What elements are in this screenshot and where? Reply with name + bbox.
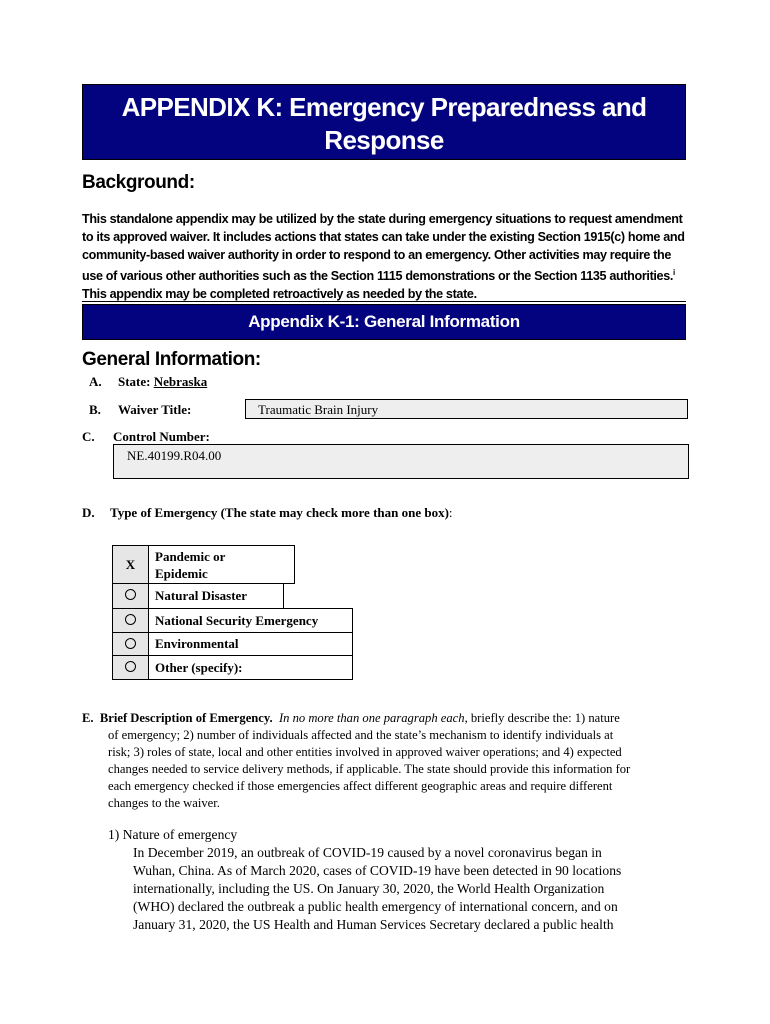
pandemic-label-line1: Pandemic or [155,549,226,564]
nature-line5: January 31, 2020, the US Health and Human Services Secretary declared a public health [133,917,614,932]
background-text: This standalone appendix may be utilized by the state during emergency situations to request amendment to its approved waiver. It includes actions that states can take under the existing Section 1915(c) home and community-based waiver authority in order to respond to an emergency. Other activities may require the use of various other authorities such as the Section 1115 demonstrations or the Section 1135 authorities. [82,212,685,284]
background-heading: Background: [82,172,195,193]
control-number-field[interactable] [113,444,689,479]
nature-heading: 1) Nature of emergency [108,827,238,842]
environmental-checkbox[interactable] [112,632,149,656]
background-paragraph [82,210,692,303]
other-checkbox[interactable] [112,655,149,680]
appendix-title-banner [82,84,686,160]
state-label [118,374,207,390]
section-divider [82,301,686,302]
nature-of-emergency-block [108,826,698,934]
control-number-label: Control Number: [113,429,210,444]
section-e-line4: changes needed to service delivery methods, if applicable. The state should provide this information for [108,762,631,776]
field-d-letter: D. [82,505,95,520]
section-e-letter: E. [82,711,94,725]
field-b-letter: B. [89,402,101,417]
other-radio-icon [125,661,136,672]
control-number-value: NE.40199.R04.00 [127,448,222,463]
national-security-radio-icon [125,614,136,625]
national-security-checkbox[interactable] [112,608,149,633]
general-information-heading: General Information: [82,349,261,370]
national-security-label-cell [148,608,353,633]
appendix-k1-banner: Appendix K-1: General Information [82,304,686,340]
emergency-type-label [110,505,453,521]
nature-line2: Wuhan, China. As of March 2020, cases of COVID-19 have been detected in 90 locations [133,863,622,878]
other-label: Other (specify): [155,660,243,675]
section-e-paragraph [82,710,692,812]
other-label-cell [148,655,353,680]
pandemic-label-line2: Epidemic [155,566,208,581]
section-e-line1 [82,710,692,727]
field-c-letter: C. [82,429,95,444]
nature-line1: In December 2019, an outbreak of COVID-19 caused by a novel coronavirus began in [133,845,602,860]
waiver-title-field[interactable] [245,399,688,419]
emergency-type-colon: : [448,505,453,520]
natural-disaster-label: Natural Disaster [155,588,248,603]
national-security-label: National Security Emergency [155,613,319,628]
section-e-line6: changes to the waiver. [108,796,220,810]
state-label-text: State: [118,374,151,389]
section-e-italic: In no more than one paragraph each [278,711,465,725]
environmental-label: Environmental [155,636,239,651]
nature-line4: (WHO) declared the outbreak a public health emergency of international concern, and on [133,899,618,914]
pandemic-checkbox[interactable] [112,545,149,584]
section-e-line5: each emergency checked if those emergencies affect different geographic areas and require different [108,779,613,793]
background-text-after: This appendix may be completed retroactively as needed by the state. [82,287,477,302]
section-e-line3: risk; 3) roles of state, local and other entities involved in approved waiver operations; and 4) expected [108,745,622,759]
emergency-type-label-text: Type of Emergency (The state may check more than one box) [110,505,449,520]
field-a-letter: A. [89,374,102,389]
waiver-title-value: Traumatic Brain Injury [258,402,379,417]
section-e-title: Brief Description of Emergency. [99,711,273,725]
appendix-title-line1: APPENDIX K: Emergency Preparedness and [121,92,647,122]
appendix-title-line2: Response [324,125,444,155]
pandemic-check-mark: X [125,557,136,572]
waiver-title-label: Waiver Title: [118,402,192,417]
natural-disaster-checkbox[interactable] [112,583,149,609]
pandemic-label-cell [148,545,295,584]
state-value: Nebraska [153,374,208,389]
section-e-line1-rest: , briefly describe the: 1) nature [464,711,620,725]
section-e-line2: of emergency; 2) number of individuals affected and the state’s mechanism to identify individuals at [108,728,614,742]
nature-line3: internationally, including the US. On January 30, 2020, the World Health Organization [133,881,605,896]
environmental-radio-icon [125,638,136,649]
environmental-label-cell [148,632,353,656]
footnote-marker[interactable]: i [673,268,675,277]
natural-disaster-label-cell [148,583,284,609]
natural-disaster-radio-icon [125,589,136,600]
